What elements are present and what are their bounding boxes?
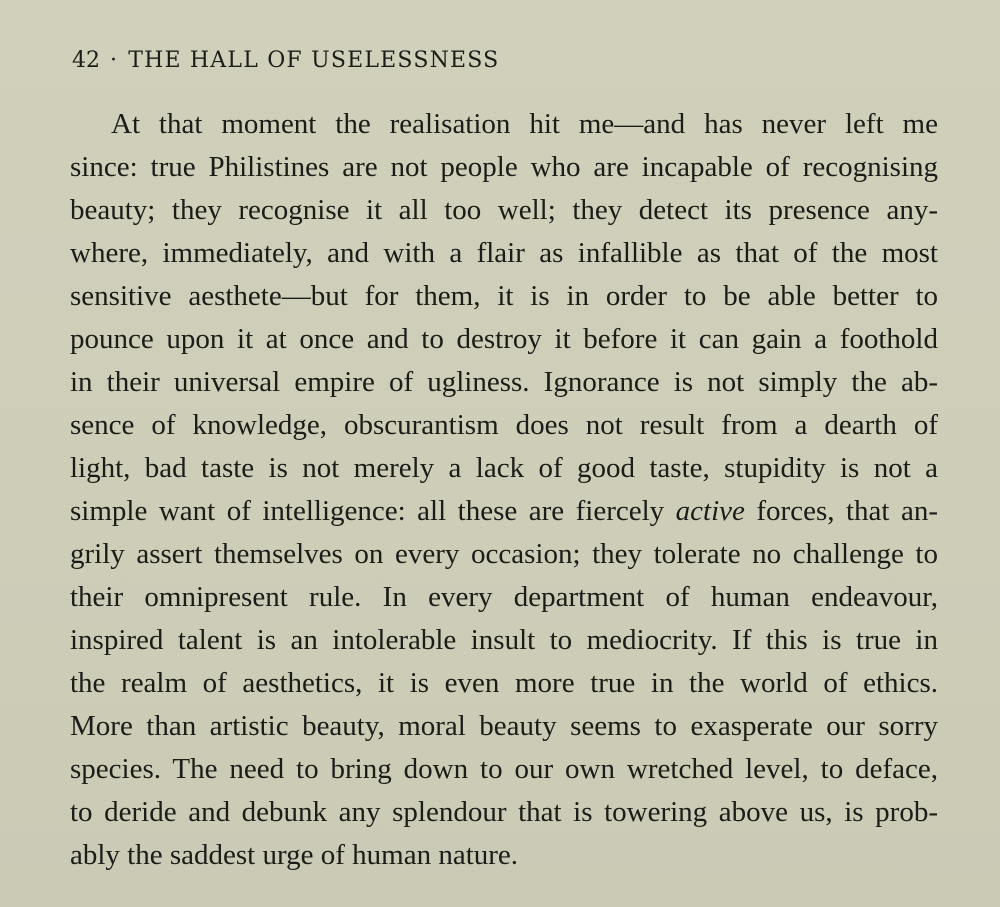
text-line: More than artistic beauty, moral beauty seems to exasperate our sorry bbox=[70, 710, 938, 742]
text-line: ably the saddest urge of human nature. bbox=[70, 839, 519, 871]
text-line: the realm of aesthetics, it is even more true in the world of ethics. bbox=[70, 667, 938, 699]
text-line: their omnipresent rule. In every department of human endeavour, bbox=[70, 581, 938, 613]
text-line: beauty; they recognise it all too well; they detect its presence any- bbox=[70, 194, 938, 226]
text-line: grily assert themselves on every occasion; they tolerate no challenge to bbox=[70, 538, 938, 570]
emphasized-word: active bbox=[675, 495, 745, 527]
text-line: since: true Philistines are not people who are incapable of recognising bbox=[70, 151, 938, 183]
text-line: light, bad taste is not merely a lack of good taste, stupidity is not a bbox=[70, 452, 938, 484]
paragraph bbox=[70, 103, 938, 877]
text-segment: forces, that an- bbox=[744, 495, 939, 527]
text-segment: simple want of intelligence: all these are fiercely bbox=[70, 495, 676, 527]
text-line: At that moment the realisation hit me—and has never left me bbox=[111, 108, 938, 140]
text-line: where, immediately, and with a flair as infallible as that of the most bbox=[70, 237, 938, 269]
text-line: pounce upon it at once and to destroy it before it can gain a foothold bbox=[70, 323, 938, 355]
book-title: THE HALL OF USELESSNESS bbox=[128, 48, 500, 73]
text-line: inspired talent is an intolerable insult to mediocrity. If this is true in bbox=[70, 624, 938, 656]
text-line: to deride and debunk any splendour that is towering above us, is prob- bbox=[70, 796, 938, 828]
text-line bbox=[70, 490, 938, 533]
text-line: in their universal empire of ugliness. Ignorance is not simply the ab- bbox=[70, 366, 938, 398]
text-line: species. The need to bring down to our own wretched level, to deface, bbox=[70, 753, 938, 785]
running-head-separator: · bbox=[110, 48, 119, 73]
page-number: 42 bbox=[72, 48, 100, 73]
text-line: sensitive aesthete—but for them, it is in order to be able better to bbox=[70, 280, 938, 312]
running-head bbox=[72, 48, 499, 73]
text-line: sence of knowledge, obscurantism does not result from a dearth of bbox=[70, 409, 938, 441]
